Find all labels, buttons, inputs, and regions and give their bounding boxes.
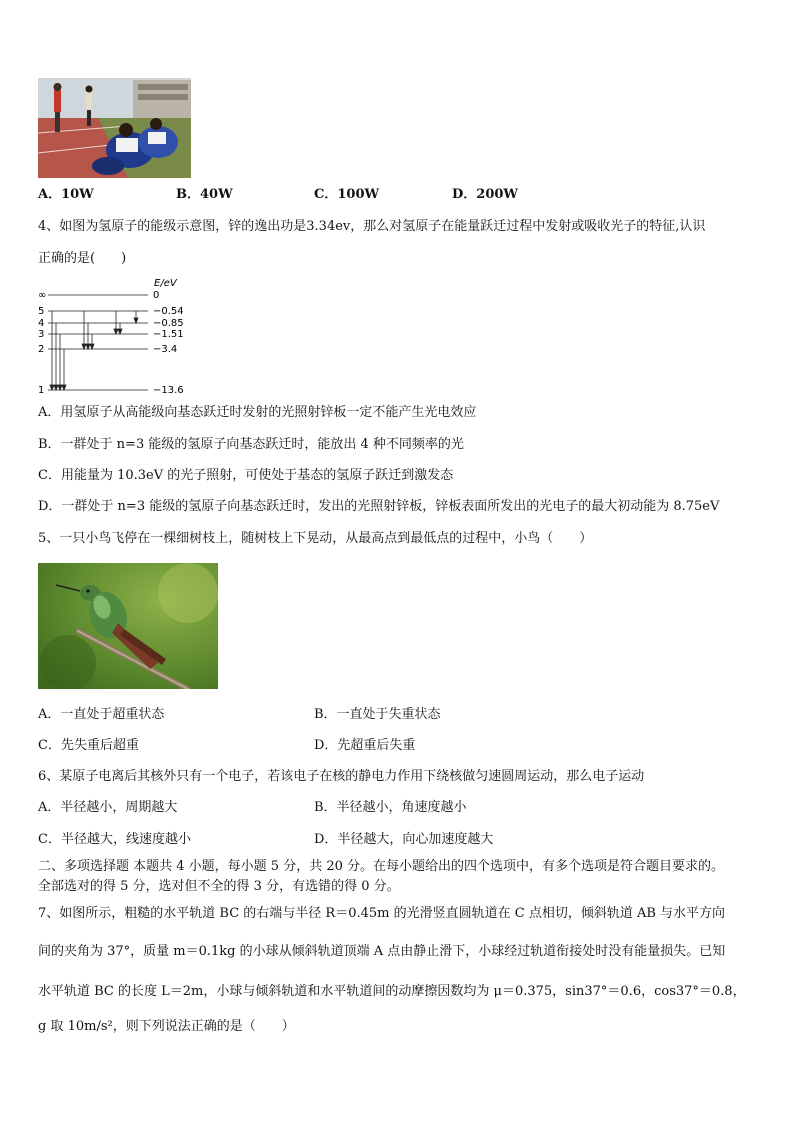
q5-option-d: D．先超重后失重 [314, 738, 416, 753]
q6-option-b: B．半径越小，角速度越小 [314, 800, 467, 815]
q7-line4: g 取 10m/s²，则下列说法正确的是（ ） [38, 1019, 295, 1034]
axis-label: E/eV [154, 278, 177, 289]
level-energy-1: −13.6 [153, 385, 184, 396]
q5-option-b: B．一直处于失重状态 [314, 707, 441, 722]
q7-line3: 水平轨道 BC 的长度 L＝2m，小球与倾斜轨道和水平轨道间的动摩擦因数均为 μ＝0.375，sin37°＝0.6，cos37°＝0.8， [38, 984, 746, 999]
q5-option-a: A．一直处于超重状态 [38, 707, 165, 722]
q4-option-a: A．用氢原子从高能级向基态跃迁时发射的光照射锌板一定不能产生光电效应 [38, 405, 477, 420]
q6-option-c: C．半径越大，线速度越小 [38, 832, 191, 847]
section2-line2: 全部选对的得 5 分，选对但不全的得 3 分，有选错的得 0 分。 [38, 879, 400, 894]
level-energy-3: −1.51 [153, 329, 184, 340]
q6-option-a: A．半径越小，周期越大 [38, 800, 178, 815]
q6-option-d: D．半径越大，向心加速度越大 [314, 832, 494, 847]
level-n-1: 1 [38, 385, 45, 396]
level-n-2: 2 [38, 344, 45, 355]
q3-option-a: A．10W [38, 187, 94, 202]
q6-stem: 6、某原子电离后其核外只有一个电子，若该电子在核的静电力作用下绕核做匀速圆周运动，那么电子运动 [38, 769, 645, 784]
q5-stem: 5、一只小鸟飞停在一棵细树枝上，随树枝上下晃动，从最高点到最低点的过程中，小鸟（ ） [38, 531, 593, 546]
level-n-4: 4 [38, 318, 45, 329]
level-energy-5: −0.54 [153, 306, 184, 317]
level-n-inf: ∞ [38, 290, 47, 301]
schoolyard-photo [38, 78, 191, 178]
hummingbird-photo [38, 563, 218, 689]
q5-option-c: C．先失重后超重 [38, 738, 139, 753]
hummingbird-illustration [38, 563, 218, 689]
level-energy-4: −0.85 [153, 318, 184, 329]
level-n-3: 3 [38, 329, 45, 340]
q4-stem-line2: 正确的是( ) [38, 251, 127, 266]
q4-option-d: D．一群处于 n=3 能级的氢原子向基态跃迁时，发出的光照射锌板，锌板表面所发出的光电子的最大初动能为 8.75eV [38, 499, 720, 514]
q7-line2: 间的夹角为 37°，质量 m＝0.1kg 的小球从倾斜轨道顶端 A 点由静止滑下，小球经过轨道衔接处时没有能量损失。已知 [38, 944, 726, 959]
q7-line1: 7、如图所示，粗糙的水平轨道 BC 的右端与半径 R＝0.45m 的光滑竖直圆轨道在 C 点相切，倾斜轨道 AB 与水平方向 [38, 906, 726, 921]
schoolyard-illustration [38, 78, 191, 178]
section2-line1: 二、多项选择题 本题共 4 小题，每小题 5 分，共 20 分。在每小题给出的四个选项中，有多个选项是符合题目要求的。 [38, 859, 725, 874]
q4-option-c: C．用能量为 10.3eV 的光子照射，可使处于基态的氢原子跃迁到激发态 [38, 468, 454, 483]
level-energy-2: −3.4 [153, 344, 178, 355]
q4-option-b: B．一群处于 n=3 能级的氢原子向基态跃迁时，能放出 4 种不同频率的光 [38, 437, 464, 452]
q3-option-b: B．40W [176, 187, 233, 202]
q3-option-c: C．100W [314, 187, 380, 202]
energy-level-diagram [36, 273, 196, 398]
q3-option-d: D．200W [452, 187, 519, 202]
level-n-5: 5 [38, 306, 45, 317]
level-energy-inf: 0 [153, 290, 160, 301]
q4-stem-line1: 4、如图为氢原子的能级示意图，锌的逸出功是3.34ev，那么对氢原子在能量跃迁过程中发射或吸收光子的特征,认识 [38, 219, 706, 234]
